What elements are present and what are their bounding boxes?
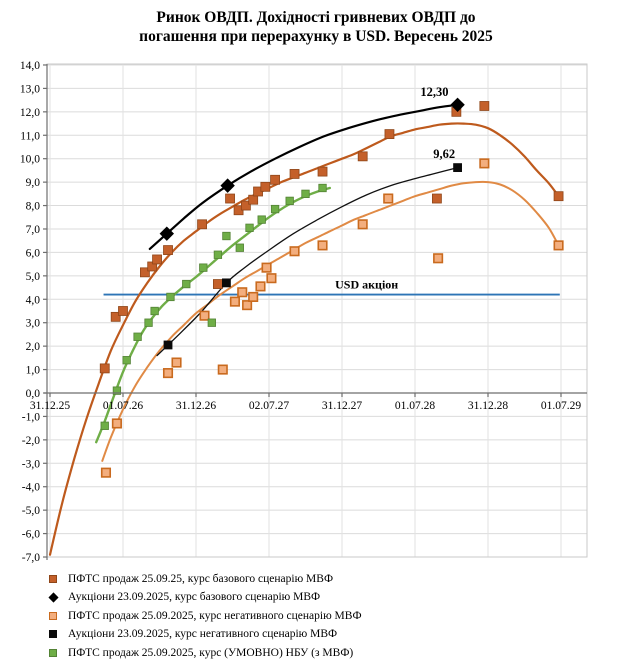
y-tick-label: 2,0 <box>25 341 40 354</box>
plot-frame <box>47 64 587 557</box>
marker-base_pfts <box>554 192 563 201</box>
x-tick-label: 01.07.28 <box>394 400 436 412</box>
marker-nbu <box>123 356 131 364</box>
chart-legend <box>49 572 362 659</box>
legend-item-neg_auc <box>49 628 362 641</box>
y-tick-label: -2,0 <box>21 434 40 447</box>
marker-neg_pfts <box>249 293 258 302</box>
marker-neg_pfts <box>290 247 299 256</box>
marker-base_pfts <box>358 152 367 161</box>
marker-neg_pfts <box>238 288 247 297</box>
y-tick-label: 0,0 <box>25 388 40 400</box>
x-tick-label: 31.12.27 <box>321 400 363 412</box>
marker-nbu <box>223 232 231 240</box>
marker-nbu <box>134 333 142 341</box>
marker-nbu <box>101 422 109 430</box>
y-tick-label: 9,0 <box>25 177 40 190</box>
marker-neg_pfts <box>262 263 271 272</box>
legend-marker-neg_auc-icon <box>49 630 57 638</box>
y-tick-label: 13,0 <box>19 83 40 96</box>
marker-base_auc <box>221 179 234 192</box>
marker-nbu <box>236 244 244 252</box>
marker-neg_pfts <box>384 194 393 203</box>
legend-label-neg_pfts: ПФТС продаж 25.09.2025, курс негативного сценарію МВФ <box>68 609 362 622</box>
marker-neg_auc <box>222 279 230 287</box>
legend-item-nbu <box>49 646 362 659</box>
marker-base_pfts <box>261 182 270 191</box>
trend-line-base_pfts <box>50 123 559 554</box>
marker-base_pfts <box>480 101 489 110</box>
marker-neg_pfts <box>243 301 252 310</box>
y-tick-label: 8,0 <box>25 200 40 213</box>
legend-marker-nbu-icon <box>49 649 57 657</box>
data-label-annotation: 9,62 <box>433 147 456 162</box>
y-tick-label: 7,0 <box>25 223 40 236</box>
marker-neg_pfts <box>480 159 489 168</box>
marker-base_pfts <box>164 246 173 255</box>
marker-base_pfts <box>100 364 109 373</box>
legend-marker-base_pfts-icon <box>49 575 57 583</box>
y-tick-label: 11,0 <box>20 130 40 143</box>
marker-neg_pfts <box>554 241 563 250</box>
y-tick-label: 1,0 <box>25 364 40 377</box>
y-tick-label: 3,0 <box>25 317 40 330</box>
x-tick-label: 02.07.27 <box>248 400 290 412</box>
x-tick-label: 31.12.26 <box>175 400 217 412</box>
marker-nbu <box>151 307 159 315</box>
data-label-annotation: 12,30 <box>420 84 449 99</box>
marker-base_pfts <box>226 194 235 203</box>
x-tick-label: 01.07.29 <box>540 400 582 412</box>
y-tick-label: -3,0 <box>21 458 40 471</box>
marker-neg_auc <box>454 164 462 172</box>
y-tick-label: 6,0 <box>25 247 40 260</box>
y-tick-label: 4,0 <box>25 294 40 307</box>
marker-nbu <box>183 280 191 288</box>
usd-auction-label: USD акціон <box>335 277 399 292</box>
marker-neg_pfts <box>358 220 367 229</box>
legend-label-neg_auc: Аукціони 23.09.2025, курс негативного сценарію МВФ <box>68 628 338 640</box>
marker-base_pfts <box>318 167 327 176</box>
chart-title-line1: Ринок ОВДП. Дохідності гривневих ОВДП до <box>156 9 476 26</box>
y-tick-label: -7,0 <box>21 552 40 565</box>
x-tick-label: 01.07.26 <box>102 400 144 412</box>
marker-base_pfts <box>213 280 222 289</box>
marker-base_pfts <box>385 130 394 139</box>
marker-base_pfts <box>249 195 258 204</box>
marker-base_pfts <box>432 194 441 203</box>
marker-nbu <box>258 216 266 224</box>
legend-marker-neg_pfts-icon <box>49 612 57 620</box>
marker-neg_pfts <box>256 282 265 291</box>
marker-base_pfts <box>290 169 299 178</box>
y-tick-label: 10,0 <box>19 153 40 166</box>
legend-item-base_auc <box>49 591 362 604</box>
marker-neg_pfts <box>172 358 181 367</box>
y-tick-label: -6,0 <box>21 528 40 541</box>
marker-nbu <box>145 319 153 327</box>
marker-neg_pfts <box>113 419 122 428</box>
marker-base_pfts <box>271 175 280 184</box>
x-tick-label: 31.12.28 <box>467 400 509 412</box>
legend-marker-base_auc-icon <box>49 592 59 602</box>
marker-neg_auc <box>164 341 172 349</box>
y-tick-label: -4,0 <box>21 481 40 494</box>
y-tick-label: 5,0 <box>25 270 40 283</box>
y-tick-label: 12,0 <box>19 106 40 119</box>
marker-nbu <box>208 319 216 327</box>
marker-neg_pfts <box>164 369 173 378</box>
marker-neg_pfts <box>102 468 111 477</box>
legend-item-base_pfts <box>49 572 362 585</box>
y-tick-label: -1,0 <box>21 411 40 424</box>
marker-nbu <box>319 184 327 192</box>
marker-base_pfts <box>119 306 128 315</box>
marker-neg_pfts <box>231 297 240 306</box>
marker-nbu <box>286 197 294 205</box>
chart-title-line2: погашення при перерахунку в USD. Вересень 2025 <box>139 28 493 45</box>
marker-nbu <box>302 190 310 198</box>
legend-label-base_pfts: ПФТС продаж 25.09.25, курс базового сценарію МВФ <box>68 572 334 585</box>
marker-base_pfts <box>153 255 162 264</box>
marker-nbu <box>271 205 279 213</box>
marker-base_pfts <box>198 220 207 229</box>
marker-neg_pfts <box>219 365 228 374</box>
trend-line-neg_pfts <box>102 182 558 461</box>
legend-label-nbu: ПФТС продаж 25.09.2025, курс (УМОВНО) НБУ (з МВФ) <box>68 646 354 659</box>
marker-nbu <box>246 224 254 232</box>
marker-neg_pfts <box>434 254 443 263</box>
x-tick-label: 31.12.25 <box>29 400 71 412</box>
y-tick-label: -5,0 <box>21 505 40 518</box>
marker-neg_pfts <box>267 274 276 283</box>
marker-neg_pfts <box>318 241 327 250</box>
legend-label-base_auc: Аукціони 23.09.2025, курс базового сценарію МВФ <box>68 591 321 603</box>
marker-nbu <box>200 264 208 272</box>
marker-nbu <box>167 293 175 301</box>
legend-item-neg_pfts <box>49 609 362 622</box>
y-tick-label: 14,0 <box>19 59 40 72</box>
marker-neg_pfts <box>200 311 209 320</box>
marker-nbu <box>214 251 222 259</box>
